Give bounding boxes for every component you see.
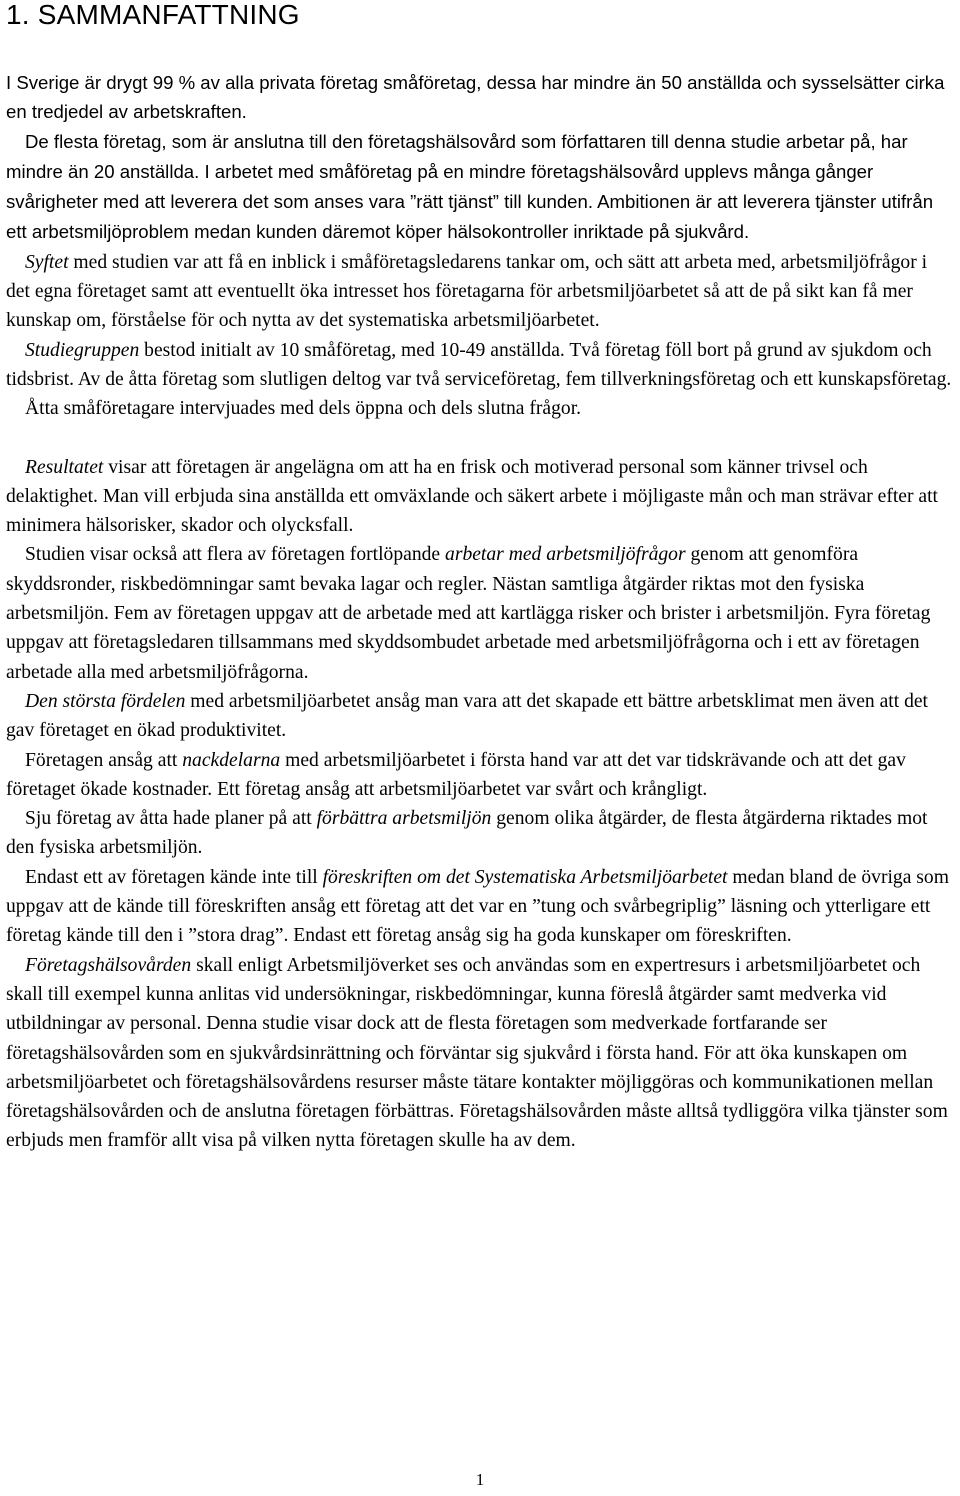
disadvantages-text-b: med arbetsmiljöarbetet i första hand var att det var tidskrävande och att det gav företaget ökade kostnader. Ett företag ansåg att arbetsmiljöarbetet var svårt och krångligt.	[6, 749, 906, 800]
page-number: 1	[475, 1470, 485, 1489]
paragraph-improve	[6, 804, 954, 863]
work-env-term: arbetar med arbetsmiljöfrågor	[445, 544, 686, 566]
paragraph-background-part2: I arbetet med småföretag på en mindre företagshälsovård upplevs många gånger svårigheter med att leverera det som anses vara ”rätt tjänst” till kunden.	[6, 160, 874, 213]
paragraph-work-environment	[6, 540, 954, 686]
advantage-term: Den största fördelen	[25, 690, 186, 712]
paragraph-gap	[6, 424, 954, 453]
study-group-text: bestod initialt av 10 småföretag, med 10-49 anställda. Två företag föll bort på grund av sjukdom och tidsbrist. Av de åtta företag som slutligen deltog var två serviceföretag, fem tillverkningsföretag och ett kunskapsföretag.	[6, 339, 952, 390]
occupational-health-text: skall enligt Arbetsmiljöverket ses och användas som en expertresurs i arbetsmiljöarbetet och skall till exempel kunna anlitas vid undersökningar, riskbedömningar, kunna föreslå åtgärder samt medverka vid utbildningar av personal. Denna studie visar dock att de flesta företagen som medverkade fortfarande ser företagshälsovården som en sjukvårdsinrättning och förväntar sig sjukvård i första hand. För att öka kunskapen om arbetsmiljöarbetet och företagshälsovårdens resurser måste tätare kontakter möjliggöras och kommunikationen mellan företagshälsovården och de anslutna företagen förbättras. Företagshälsovården måste alltså tydliggöra vilka tjänster som erbjuds men framför allt visa på vilken nytta företagen skulle ha av dem.	[6, 954, 948, 1152]
document-body	[6, 68, 954, 1156]
paragraph-intro: I Sverige är drygt 99 % av alla privata företag småföretag, dessa har mindre än 50 anställda och sysselsätter cirka en tredjedel av arbetskraften.	[6, 72, 945, 123]
purpose-term: Syftet	[25, 251, 69, 273]
result-term: Resultatet	[25, 456, 104, 478]
result-text: visar att företagen är angelägna om att ha en frisk och motiverad personal som känner trivsel och delaktighet. Man vill erbjuda sina anställda ett omväxlande och säkert arbete i möjligaste mån och man strävar efter att minimera hälsorisker, skador och olycksfall.	[6, 456, 939, 537]
work-env-text-b: genom att genomföra skyddsronder, riskbedömningar samt bevaka lagar och regler. Nästan samtliga åtgärder riktas mot den fysiska arbetsmiljön. Fem av företagen uppgav att de arbetade med att kartlägga risker och brister i arbetsmiljön. Fyra företag uppgav att företagsledaren tillsammans med skyddsombudet arbetade med arbetsmiljöfrågorna och i ett av företagen arbetade alla med arbetsmiljöfrågorna.	[6, 544, 931, 683]
paragraph-background-part1: De flesta företag, som är anslutna till den företagshälsovård som författaren till denna studie arbetar på, har mindre än 20 anställda.	[6, 130, 908, 182]
regulation-text-a: Endast ett av företagen kände inte till	[25, 866, 323, 888]
paragraph-purpose	[6, 248, 954, 336]
regulation-term: föreskriften om det Systematiska Arbetsmiljöarbetet	[322, 866, 728, 888]
improve-text-a: Sju företag av åtta hade planer på att	[25, 808, 317, 830]
work-env-text-a: Studien visar också att flera av företagen fortlöpande	[25, 544, 446, 566]
advantage-text: med arbetsmiljöarbetet ansåg man vara att det skapade ett bättre arbetsklimat men även att det gav företaget en ökad produktivitet.	[6, 690, 929, 742]
paragraph-occupational-health	[6, 951, 954, 1156]
paragraph-disadvantages	[6, 746, 954, 805]
paragraph-advantage	[6, 687, 954, 746]
improve-text-b: genom olika åtgärder, de flesta åtgärderna riktades mot den fysiska arbetsmiljön.	[6, 808, 928, 859]
paragraph-background	[6, 127, 954, 248]
paragraph-study-group	[6, 336, 954, 395]
study-group-term: Studiegruppen	[25, 339, 140, 361]
improve-term: förbättra arbetsmiljön	[316, 808, 492, 830]
purpose-text: med studien var att få en inblick i småföretagsledarens tankar om, och sätt att arbeta med, arbetsmiljöfrågor i det egna företaget samt att eventuellt öka intresset hos företagarna för arbetsmiljöarbetet så att de på sikt kan få mer kunskap om, förståelse för och nytta av det systematiska arbetsmiljöarbetet.	[6, 251, 928, 332]
paragraph-interviews: Åtta småföretagare intervjuades med dels öppna och dels slutna frågor.	[25, 398, 582, 420]
occupational-health-term: Företagshälsovården	[25, 954, 192, 976]
regulation-text-b: medan bland de övriga som uppgav att de kände till föreskriften ansåg ett företag att det var en ”tung och svårbegriplig” läsning och ytterligare ett företag kände till den i ”stora drag”. Endast ett företag ansåg sig ha goda kunskaper om föreskriften.	[6, 866, 949, 947]
paragraph-result	[6, 453, 954, 541]
disadvantages-term: nackdelarna	[182, 749, 281, 771]
section-heading: 1. SAMMANFATTNING	[6, 0, 300, 30]
paragraph-background-part3: Ambitionen är att leverera tjänster utifrån ett arbetsmiljöproblem medan kunden däremot köper hälsokontroller inriktade på sjukvård.	[6, 191, 934, 243]
disadvantages-text-a: Företagen ansåg att	[25, 749, 183, 771]
paragraph-regulation	[6, 863, 954, 951]
